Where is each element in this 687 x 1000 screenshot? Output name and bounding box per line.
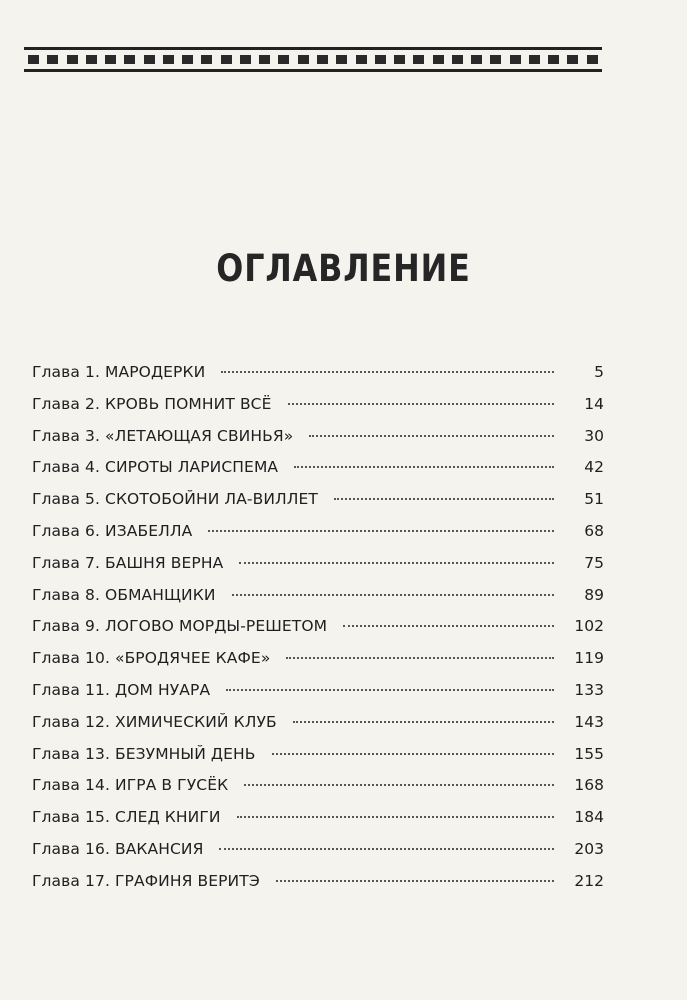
toc-row	[32, 713, 604, 745]
film-hole	[240, 55, 251, 64]
film-hole	[510, 55, 521, 64]
page-title: ОГЛАВЛЕНИЕ	[216, 247, 471, 290]
film-hole	[182, 55, 193, 64]
film-hole	[201, 55, 212, 64]
film-hole	[105, 55, 116, 64]
toc-chapter-title: Глава 8. ОБМАНЩИКИ	[32, 585, 216, 604]
toc-row	[32, 681, 604, 713]
film-strip-bottom-bar	[24, 69, 602, 72]
toc-chapter-title: Глава 2. КРОВЬ ПОМНИТ ВСЁ	[32, 394, 272, 413]
toc-page-number: 212	[574, 871, 604, 890]
toc-page-number: 68	[584, 521, 604, 540]
toc-row	[32, 522, 604, 554]
film-hole	[471, 55, 482, 64]
film-hole	[490, 55, 501, 64]
toc-row	[32, 745, 604, 777]
film-hole	[452, 55, 463, 64]
film-hole	[47, 55, 58, 64]
toc-dot-leader	[309, 435, 554, 437]
film-hole	[67, 55, 78, 64]
toc-row	[32, 363, 604, 395]
toc-row	[32, 872, 604, 904]
film-hole	[529, 55, 540, 64]
toc-page-number: 133	[574, 680, 604, 699]
toc-dot-leader	[293, 721, 554, 723]
film-strip-top-bar	[24, 47, 602, 50]
film-hole	[336, 55, 347, 64]
toc-dot-leader	[272, 753, 554, 755]
toc-page-number: 102	[574, 617, 604, 636]
film-strip-holes	[28, 55, 598, 64]
film-hole	[86, 55, 97, 64]
toc-dot-leader	[244, 784, 554, 786]
toc-row	[32, 490, 604, 522]
toc-page-number: 203	[574, 839, 604, 858]
toc-page-number: 119	[574, 649, 604, 668]
toc-row	[32, 395, 604, 427]
toc-page-number: 30	[584, 426, 604, 445]
film-hole	[278, 55, 289, 64]
film-hole	[394, 55, 405, 64]
toc-dot-leader	[288, 403, 554, 405]
toc-row	[32, 776, 604, 808]
toc-dot-leader	[232, 594, 554, 596]
toc-dot-leader	[286, 657, 554, 659]
toc-row	[32, 554, 604, 586]
film-hole	[567, 55, 578, 64]
toc-chapter-title: Глава 14. ИГРА В ГУСЁК	[32, 776, 229, 795]
film-hole	[221, 55, 232, 64]
toc-chapter-title: Глава 7. БАШНЯ ВЕРНА	[32, 553, 224, 572]
toc-row	[32, 586, 604, 618]
film-hole	[298, 55, 309, 64]
table-of-contents	[32, 363, 604, 904]
film-hole	[317, 55, 328, 64]
toc-page-number: 51	[584, 490, 604, 509]
toc-chapter-title: Глава 6. ИЗАБЕЛЛА	[32, 521, 193, 540]
toc-row	[32, 649, 604, 681]
toc-chapter-title: Глава 16. ВАКАНСИЯ	[32, 839, 204, 858]
toc-page-number: 75	[584, 553, 604, 572]
toc-row	[32, 808, 604, 840]
film-hole	[433, 55, 444, 64]
toc-chapter-title: Глава 12. ХИМИЧЕСКИЙ КЛУБ	[32, 712, 277, 731]
toc-row	[32, 427, 604, 459]
toc-chapter-title: Глава 3. «ЛЕТАЮЩАЯ СВИНЬЯ»	[32, 426, 294, 445]
toc-dot-leader	[221, 371, 554, 373]
film-hole	[28, 55, 39, 64]
toc-chapter-title: Глава 11. ДОМ НУАРА	[32, 680, 211, 699]
film-hole	[375, 55, 386, 64]
toc-chapter-title: Глава 17. ГРАФИНЯ ВЕРИТЭ	[32, 871, 260, 890]
film-hole	[548, 55, 559, 64]
toc-dot-leader	[294, 466, 554, 468]
toc-chapter-title: Глава 4. СИРОТЫ ЛАРИСПЕМА	[32, 458, 279, 477]
toc-page-number: 143	[574, 712, 604, 731]
film-hole	[124, 55, 135, 64]
film-hole	[356, 55, 367, 64]
toc-page-number: 5	[594, 363, 604, 381]
film-strip-decoration	[24, 47, 602, 72]
toc-page-number: 89	[584, 585, 604, 604]
toc-dot-leader	[208, 530, 554, 532]
film-hole	[413, 55, 424, 64]
film-hole	[144, 55, 155, 64]
toc-page-number: 184	[574, 808, 604, 827]
toc-page-number: 42	[584, 458, 604, 477]
toc-dot-leader	[219, 848, 554, 850]
toc-chapter-title: Глава 1. МАРОДЕРКИ	[32, 363, 206, 381]
toc-chapter-title: Глава 5. СКОТОБОЙНИ ЛА-ВИЛЛЕТ	[32, 490, 318, 509]
toc-dot-leader	[343, 625, 554, 627]
toc-page-number: 168	[574, 776, 604, 795]
toc-page-number: 14	[584, 394, 604, 413]
toc-chapter-title: Глава 13. БЕЗУМНЫЙ ДЕНЬ	[32, 744, 256, 763]
toc-page-number: 155	[574, 744, 604, 763]
toc-dot-leader	[226, 689, 554, 691]
toc-row	[32, 840, 604, 872]
film-hole	[259, 55, 270, 64]
toc-dot-leader	[239, 562, 554, 564]
toc-chapter-title: Глава 9. ЛОГОВО МОРДЫ-РЕШЕТОМ	[32, 617, 328, 636]
toc-dot-leader	[237, 816, 554, 818]
toc-chapter-title: Глава 15. СЛЕД КНИГИ	[32, 808, 221, 827]
toc-row	[32, 617, 604, 649]
toc-row	[32, 458, 604, 490]
film-hole	[163, 55, 174, 64]
toc-dot-leader	[334, 498, 554, 500]
toc-chapter-title: Глава 10. «БРОДЯЧЕЕ КАФЕ»	[32, 649, 271, 668]
film-hole	[587, 55, 598, 64]
toc-dot-leader	[276, 880, 554, 882]
